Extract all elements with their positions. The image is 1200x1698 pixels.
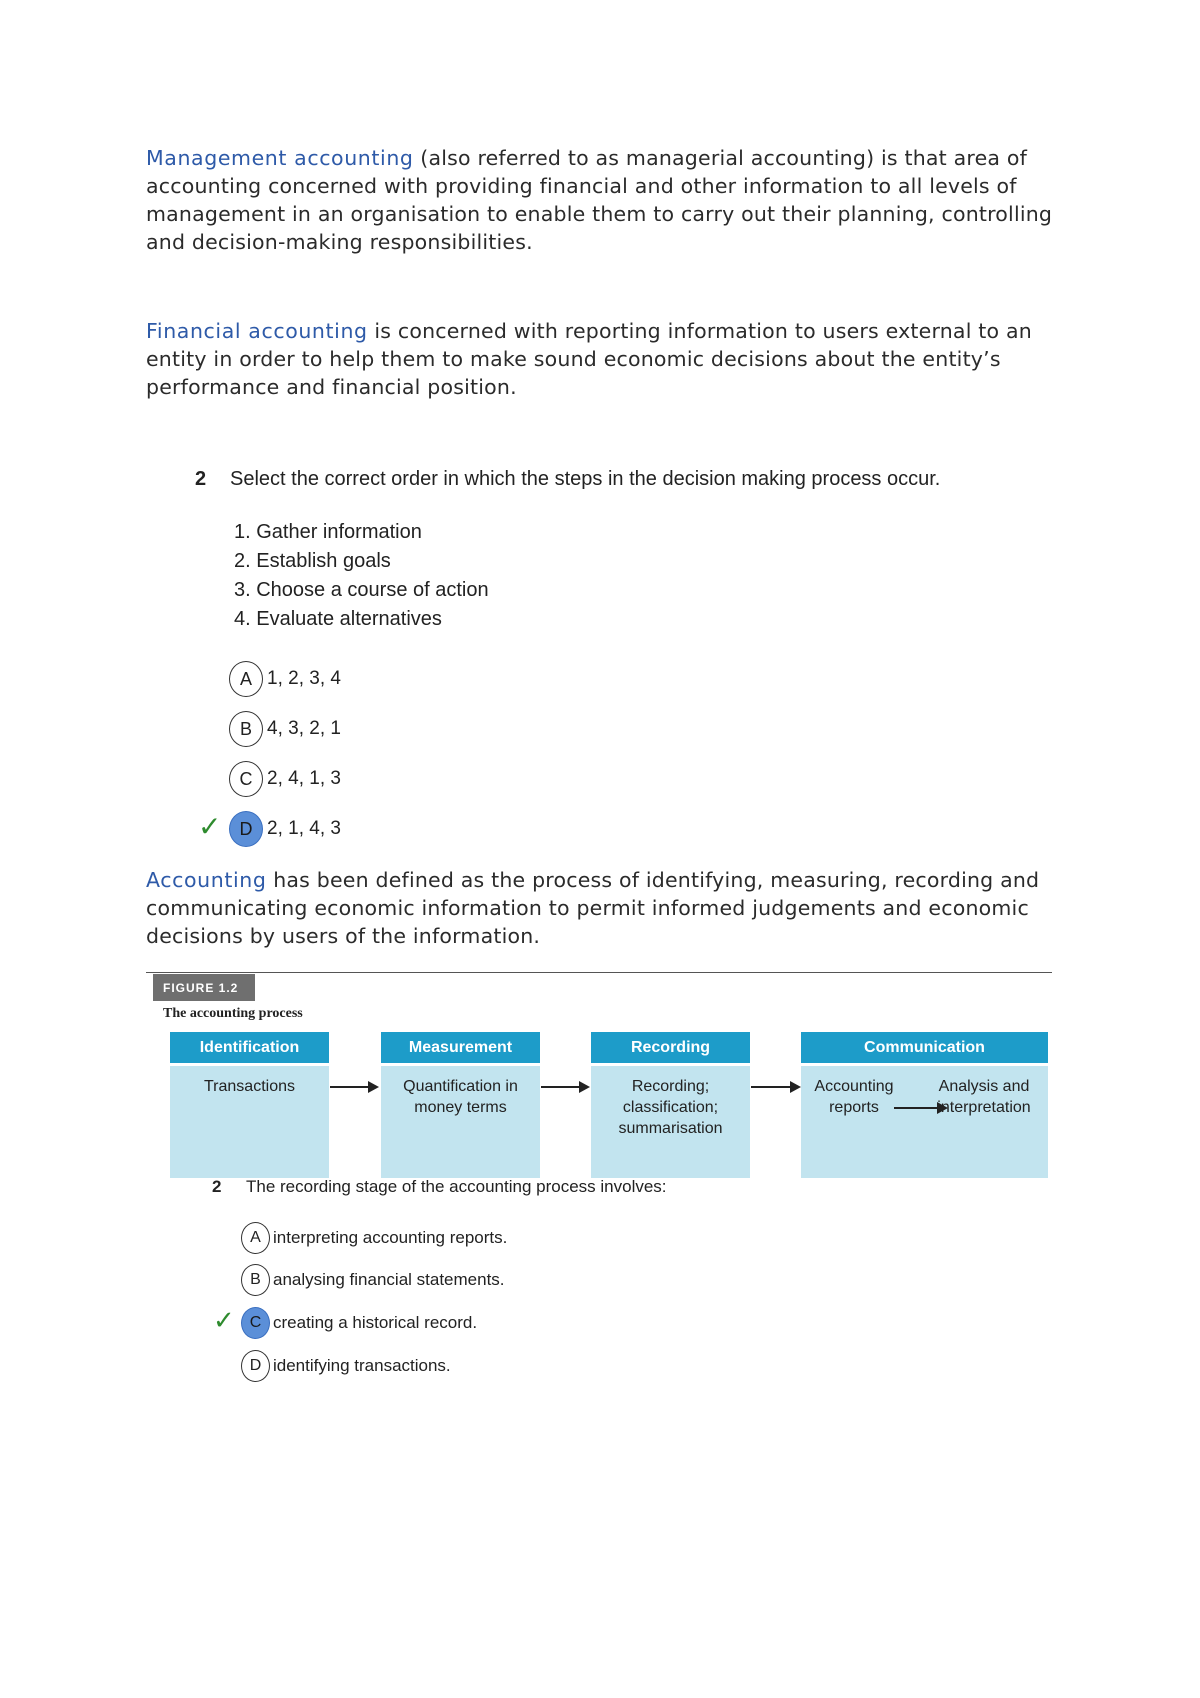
option-text: analysing financial statements. <box>273 1270 505 1289</box>
term-accounting: Accounting <box>146 868 267 892</box>
figure-divider <box>146 972 1052 973</box>
stage-communication <box>801 1032 1048 1178</box>
option-text: creating a historical record. <box>273 1313 478 1332</box>
decision-steps-list <box>234 518 489 634</box>
stage-recording <box>591 1032 750 1178</box>
stage-body: Quantification in money terms <box>381 1066 540 1178</box>
option-letter: B <box>229 711 263 747</box>
definition-text: has been defined as the process of identifying, measuring, recording and communicating economic information to permit informed judgements and economic decisions by users of the information. <box>146 868 1040 948</box>
option-b[interactable] <box>229 711 341 747</box>
list-item: 4. Evaluate alternatives <box>234 608 442 630</box>
option-b[interactable] <box>241 1264 505 1296</box>
option-letter: B <box>241 1264 270 1296</box>
option-text: interpreting accounting reports. <box>273 1228 508 1247</box>
question-prompt: Select the correct order in which the steps in the decision making process occur. <box>230 468 941 490</box>
option-letter: D <box>241 1350 270 1382</box>
option-d[interactable] <box>229 811 341 847</box>
stage-body: Transactions <box>170 1066 329 1178</box>
question-number: 2 <box>212 1177 222 1196</box>
analysis-label: Analysis and interpretation <box>937 1078 1031 1116</box>
accounting-reports-label: Accounting reports <box>814 1078 894 1116</box>
option-d[interactable] <box>241 1350 451 1382</box>
option-text: 2, 1, 4, 3 <box>267 818 341 839</box>
management-accounting-definition <box>146 144 1076 256</box>
option-letter: A <box>229 661 263 697</box>
question-prompt: The recording stage of the accounting process involves: <box>246 1177 667 1196</box>
option-text: 4, 3, 2, 1 <box>267 718 341 739</box>
definition-text: is concerned with reporting information to users external to an entity in order to help them to make sound economic decisions about the entity’s performance and financial position. <box>146 319 1032 399</box>
stage-body <box>801 1066 1048 1178</box>
list-item: 3. Choose a course of action <box>234 579 489 601</box>
stage-header: Recording <box>591 1032 750 1063</box>
correct-check-icon: ✓ <box>198 810 222 843</box>
option-letter-selected: C <box>241 1307 270 1339</box>
arrow-icon <box>541 1086 588 1088</box>
correct-check-icon: ✓ <box>213 1306 235 1336</box>
arrow-icon <box>751 1086 799 1088</box>
option-letter: A <box>241 1222 270 1254</box>
stage-header: Communication <box>801 1032 1048 1063</box>
figure-tag: FIGURE 1.2 <box>153 974 255 1001</box>
option-letter-selected: D <box>229 811 263 847</box>
option-a[interactable] <box>241 1222 507 1254</box>
figure-title: The accounting process <box>163 1006 303 1021</box>
term-financial-accounting: Financial accounting <box>146 319 368 343</box>
list-item: 2. Establish goals <box>234 550 391 572</box>
stage-measurement <box>381 1032 540 1178</box>
accounting-definition <box>146 866 1076 950</box>
stage-identification <box>170 1032 329 1178</box>
list-item: 1. Gather information <box>234 521 422 543</box>
definition-text: (also referred to as managerial accounting) is that area of accounting concerned with providing financial and other information to all levels of management in an organisation to enable them to carry out their planning, controlling and decision-making responsibilities. <box>146 146 1053 254</box>
stage-header: Identification <box>170 1032 329 1063</box>
financial-accounting-definition <box>146 317 1076 401</box>
term-management-accounting: Management accounting <box>146 146 414 170</box>
stage-body: Recording; classification; summarisation <box>591 1066 750 1178</box>
stage-header: Measurement <box>381 1032 540 1063</box>
option-letter: C <box>229 761 263 797</box>
option-text: 2, 4, 1, 3 <box>267 768 341 789</box>
option-a[interactable] <box>229 661 341 697</box>
option-c[interactable] <box>229 761 341 797</box>
arrow-icon <box>330 1086 377 1088</box>
option-text: identifying transactions. <box>273 1356 451 1375</box>
option-text: 1, 2, 3, 4 <box>267 668 341 689</box>
question-number: 2 <box>195 468 207 490</box>
option-c[interactable] <box>241 1307 477 1339</box>
